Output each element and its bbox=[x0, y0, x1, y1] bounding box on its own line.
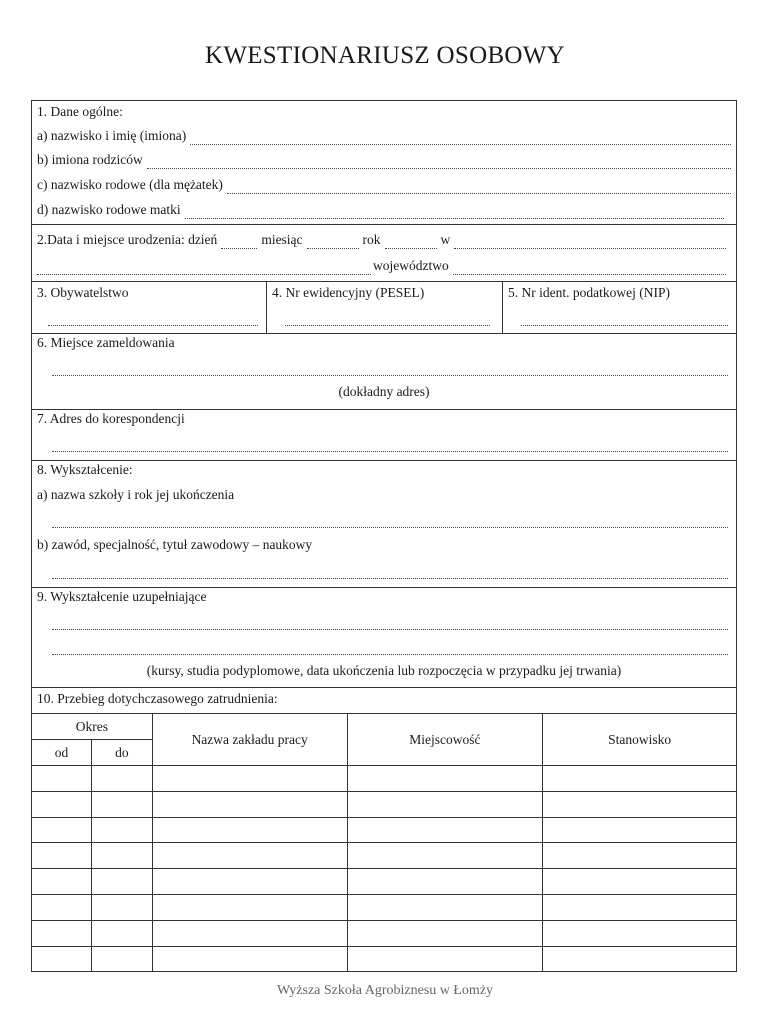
to-header: do bbox=[91, 740, 152, 766]
to-cell[interactable] bbox=[91, 791, 152, 817]
parents-names-label: b) imiona rodziców bbox=[37, 152, 143, 167]
education-label: 8. Wykształcenie: bbox=[37, 462, 133, 477]
city-cell[interactable] bbox=[347, 920, 543, 946]
nip-label: 5. Nr ident. podatkowej (NIP) bbox=[508, 285, 670, 300]
position-cell[interactable] bbox=[543, 894, 737, 920]
position-header: Stanowisko bbox=[543, 714, 737, 766]
to-cell[interactable] bbox=[91, 766, 152, 792]
citizenship-label: 3. Obywatelstwo bbox=[37, 285, 129, 300]
further-education-field-1[interactable] bbox=[52, 612, 728, 630]
table-row bbox=[32, 766, 737, 792]
city-cell[interactable] bbox=[347, 869, 543, 895]
to-cell[interactable] bbox=[91, 817, 152, 843]
registered-address-label: 6. Miejsce zameldowania bbox=[37, 335, 175, 350]
mother-maiden-name-label: d) nazwisko rodowe matki bbox=[37, 202, 181, 217]
further-education-hint: (kursy, studia podyplomowe, data ukończenia lub rozpoczęcia w przypadku jej trwania) bbox=[146, 663, 622, 678]
birth-date-place-field[interactable] bbox=[37, 231, 726, 249]
section-1-heading: 1. Dane ogólne: bbox=[37, 104, 123, 119]
employer-cell[interactable] bbox=[152, 946, 347, 972]
city-cell[interactable] bbox=[347, 791, 543, 817]
maiden-name-field[interactable] bbox=[37, 176, 731, 194]
correspondence-address-label: 7. Adres do korespondencji bbox=[37, 411, 185, 426]
table-row bbox=[32, 843, 737, 869]
city-cell[interactable] bbox=[347, 817, 543, 843]
section-correspondence-address bbox=[31, 409, 737, 461]
school-name-label: a) nazwa szkoły i rok jej ukończenia bbox=[37, 487, 235, 502]
position-cell[interactable] bbox=[543, 766, 737, 792]
parents-names-field[interactable] bbox=[37, 151, 731, 169]
city-cell[interactable] bbox=[347, 894, 543, 920]
employer-cell[interactable] bbox=[152, 791, 347, 817]
position-cell[interactable] bbox=[543, 920, 737, 946]
profession-field[interactable] bbox=[52, 561, 728, 579]
city-cell[interactable] bbox=[347, 766, 543, 792]
employer-cell[interactable] bbox=[152, 843, 347, 869]
birth-place-label: w bbox=[440, 232, 451, 247]
section-ids bbox=[31, 281, 737, 334]
employer-cell[interactable] bbox=[152, 766, 347, 792]
table-row bbox=[32, 920, 737, 946]
table-row bbox=[32, 946, 737, 972]
position-cell[interactable] bbox=[543, 817, 737, 843]
to-cell[interactable] bbox=[91, 920, 152, 946]
voivodeship-label: województwo bbox=[373, 258, 449, 273]
mother-maiden-name-field[interactable] bbox=[37, 201, 724, 219]
nip-field[interactable] bbox=[521, 308, 728, 326]
form-title: KWESTIONARIUSZ OSOBOWY bbox=[204, 42, 566, 69]
position-cell[interactable] bbox=[543, 843, 737, 869]
birth-year-label: rok bbox=[362, 232, 381, 247]
from-cell[interactable] bbox=[32, 791, 92, 817]
section-further-education bbox=[31, 587, 737, 688]
from-cell[interactable] bbox=[32, 766, 92, 792]
pesel-field[interactable] bbox=[285, 308, 490, 326]
from-cell[interactable] bbox=[32, 946, 92, 972]
employer-cell[interactable] bbox=[152, 920, 347, 946]
city-header: Miejscowość bbox=[347, 714, 543, 766]
employer-cell[interactable] bbox=[152, 817, 347, 843]
correspondence-address-field[interactable] bbox=[52, 434, 728, 452]
further-education-field-2[interactable] bbox=[52, 637, 728, 655]
section-general-data bbox=[31, 100, 737, 225]
birth-month-label: miesiąc bbox=[261, 232, 303, 247]
section-education bbox=[31, 460, 737, 588]
from-cell[interactable] bbox=[32, 843, 92, 869]
section-employment bbox=[31, 687, 737, 714]
section-registered-address bbox=[31, 333, 737, 410]
surname-name-field[interactable] bbox=[37, 127, 731, 145]
employer-cell[interactable] bbox=[152, 869, 347, 895]
school-name-field[interactable] bbox=[52, 510, 728, 528]
employment-label: 10. Przebieg dotychczasowego zatrudnienia: bbox=[37, 691, 278, 706]
further-education-label: 9. Wykształcenie uzupełniające bbox=[37, 589, 207, 604]
employer-cell[interactable] bbox=[152, 894, 347, 920]
registered-address-field[interactable] bbox=[52, 358, 728, 376]
birth-day-label: 2.Data i miejsce urodzenia: dzień bbox=[37, 232, 218, 247]
position-cell[interactable] bbox=[543, 791, 737, 817]
to-cell[interactable] bbox=[91, 869, 152, 895]
pesel-label: 4. Nr ewidencyjny (PESEL) bbox=[272, 285, 425, 300]
city-cell[interactable] bbox=[347, 843, 543, 869]
footer-institution: Wyższa Szkoła Agrobiznesu w Łomży bbox=[276, 983, 494, 998]
from-cell[interactable] bbox=[32, 817, 92, 843]
employment-table bbox=[31, 713, 737, 972]
table-row bbox=[32, 894, 737, 920]
registered-address-hint: (dokładny adres) bbox=[338, 384, 430, 399]
voivodeship-field[interactable] bbox=[37, 257, 726, 275]
table-row bbox=[32, 869, 737, 895]
to-cell[interactable] bbox=[91, 843, 152, 869]
to-cell[interactable] bbox=[91, 894, 152, 920]
from-cell[interactable] bbox=[32, 894, 92, 920]
from-cell[interactable] bbox=[32, 920, 92, 946]
from-header: od bbox=[32, 740, 92, 766]
from-cell[interactable] bbox=[32, 869, 92, 895]
table-row bbox=[32, 817, 737, 843]
profession-label: b) zawód, specjalność, tytuł zawodowy – naukowy bbox=[37, 537, 313, 552]
position-cell[interactable] bbox=[543, 946, 737, 972]
table-row bbox=[32, 791, 737, 817]
city-cell[interactable] bbox=[347, 946, 543, 972]
period-header: Okres bbox=[32, 714, 153, 740]
citizenship-field[interactable] bbox=[48, 308, 258, 326]
to-cell[interactable] bbox=[91, 946, 152, 972]
surname-name-label: a) nazwisko i imię (imiona) bbox=[37, 128, 187, 143]
section-birth bbox=[31, 224, 737, 282]
employer-header: Nazwa zakładu pracy bbox=[152, 714, 347, 766]
maiden-name-label: c) nazwisko rodowe (dla mężatek) bbox=[37, 177, 223, 192]
position-cell[interactable] bbox=[543, 869, 737, 895]
